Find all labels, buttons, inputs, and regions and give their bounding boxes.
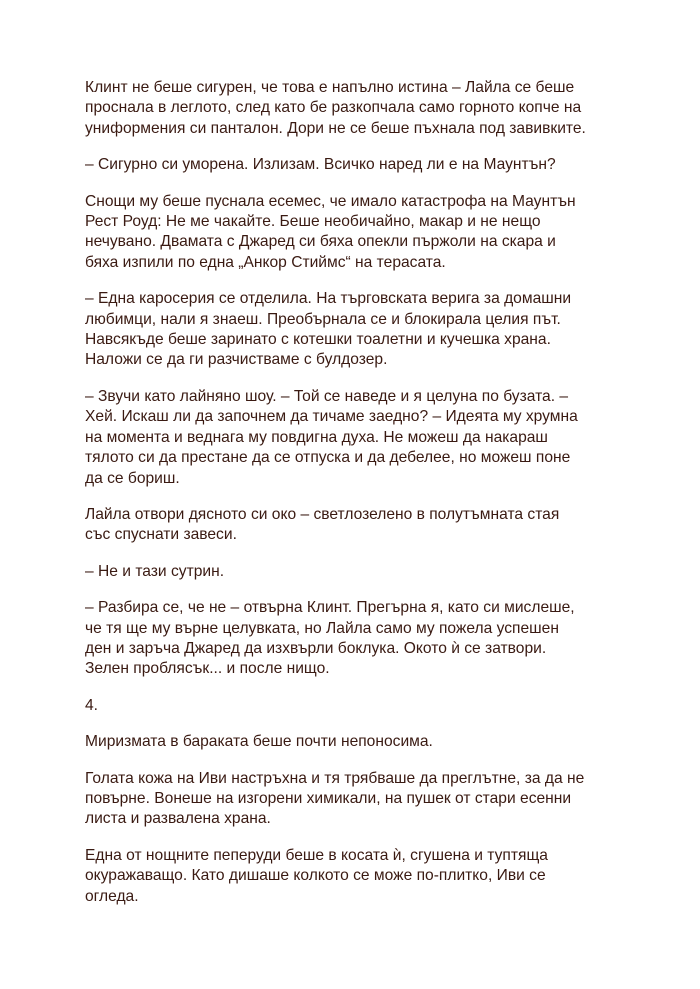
paragraph-4: – Една каросерия се отделила. На търговската верига за домашни любимци, нали я знаеш. Преобърнала се и блокирала целия път. Навсякъде беше заринато с котешки тоалетни и кучешка храна. Наложи се да ги разчистваме с булдозер. [85, 290, 572, 369]
paragraph-10: Миризмата в бараката беше почти непоносима. [85, 733, 433, 751]
paragraph-2: – Сигурно си уморена. Излизам. Всичко наред ли е на Маунтън? [85, 156, 556, 174]
chapter-number: 4. [85, 696, 99, 714]
paragraph-11: Голата кожа на Иви настръхна и тя трябваше да преглътне, за да не повърне. Вонеше на изгорени химикали, на пушек от стари есенни листа и развалена храна. [85, 769, 585, 828]
paragraph-1: Клинт не беше сигурен, че това е напълно истина – Лайла се беше проснала в леглото, след като бе разкопчала само горното копче на униформения си панталон. Дори не се беше пъхнала под завивките. [85, 79, 586, 137]
paragraph-12: Една от нощните пеперуди беше в косата ѝ, сгушена и туптяща окуражаващо. Като дишаше колкото се може по-плитко, Иви се огледа. [85, 846, 548, 905]
paragraph-7: – Не и тази сутрин. [85, 562, 225, 580]
paragraph-5: – Звучи като лайняно шоу. – Той се наведе и я целуна по бузата. – Хей. Искаш ли да започнем да тичаме заедно? – Идеята му хрумна на момента и веднага му повдигна духа. Не можеш да накараш тялото си да престане да се отпуска и да дебелее, но можеш поне да се бориш. [85, 387, 578, 487]
paragraph-3: Снощи му беше пуснала есемес, че имало катастрофа на Маунтън Рест Роуд: Не ме чакайте. Беше необичайно, макар и не нещо нечувано. Двамата с Джаред си бяха опекли пържоли на скара и бяха изпили по една „Анкор Стиймс“ на терасата. [85, 192, 576, 271]
document-body [85, 78, 645, 923]
paragraph-6: Лайла отвори дясното си око – светлозелено в полутъмната стая със спуснати завеси. [85, 505, 560, 544]
paragraph-8: – Разбира се, че не – отвърна Клинт. Прегърна я, като си мислеше, че тя ще му върне целувката, но Лайла само му пожела успешен ден и заръча Джаред да изхвърли боклука. Окото ѝ се затвори. Зелен проблясък... и после нищо. [85, 599, 575, 678]
